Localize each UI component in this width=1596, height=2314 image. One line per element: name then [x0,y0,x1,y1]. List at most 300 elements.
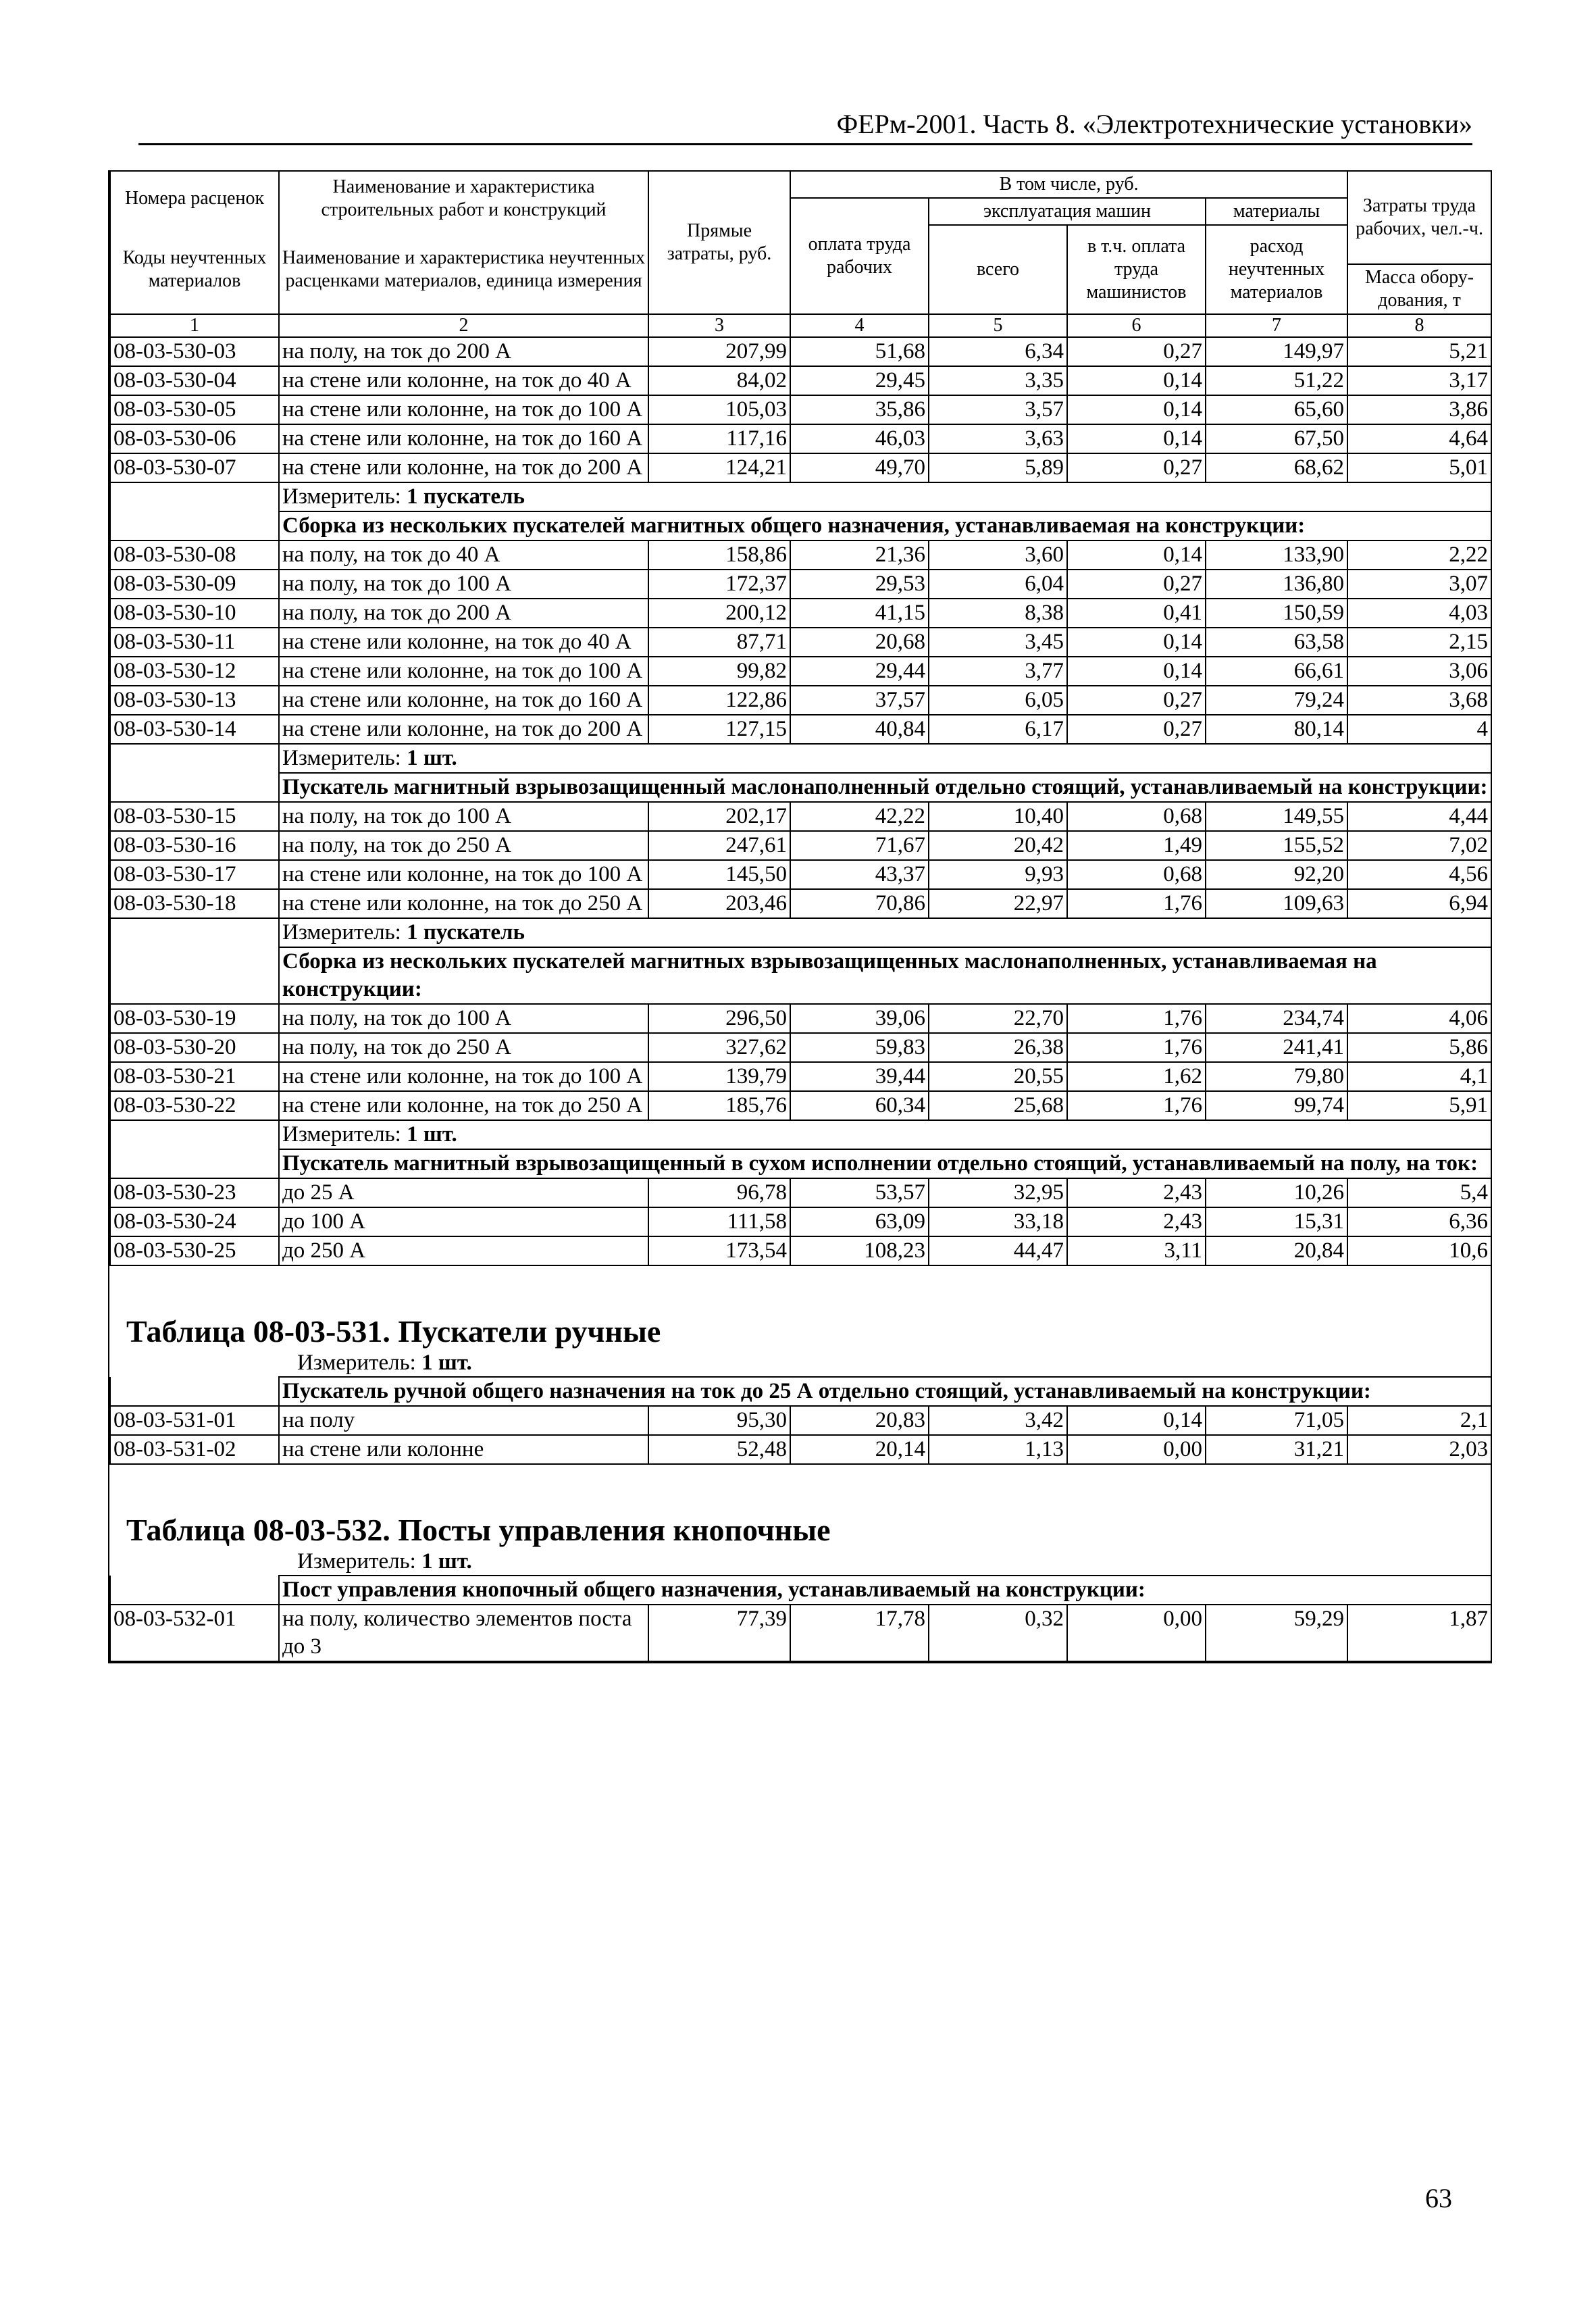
machinists-pay-value: 0,14 [1067,395,1206,424]
header-machine-operation: эксплуатация машин [929,198,1206,225]
page-number: 63 [1425,2183,1452,2213]
labor-value: 3,86 [1347,395,1491,424]
section-heading: Пускатель ручной общего назначения на ток до 25 А отдельно стоящий, устанавливаемый на конструкции: [279,1377,1491,1406]
materials-value: 65,60 [1206,395,1347,424]
rate-code: 08-03-530-07 [110,453,279,482]
column-number: 8 [1347,314,1491,337]
header-workers-pay: оплата труда рабочих [790,198,929,314]
header-equipment-mass: Масса обору-дования, т [1347,264,1491,314]
labor-value: 1,87 [1347,1605,1491,1661]
machinists-pay-value: 0,68 [1067,802,1206,831]
workers-pay-value: 53,57 [790,1178,929,1207]
work-description: на полу, на ток до 200 А [279,337,648,366]
table-row [110,1435,1491,1464]
work-description: до 250 А [279,1236,648,1265]
machine-total-value: 3,42 [929,1406,1067,1435]
meter-value: 1 шт. [407,1122,457,1147]
machinists-pay-value: 0,14 [1067,424,1206,453]
machine-total-value: 22,97 [929,889,1067,918]
workers-pay-value: 29,45 [790,366,929,395]
labor-value: 10,6 [1347,1236,1491,1265]
workers-pay-value: 108,23 [790,1236,929,1265]
labor-value: 3,17 [1347,366,1491,395]
labor-value: 4 [1347,715,1491,744]
machinists-pay-value: 2,43 [1067,1178,1206,1207]
table-row [110,540,1491,570]
direct-costs-value: 296,50 [648,1004,790,1033]
meter-label: Измеритель: [282,484,401,509]
materials-value: 63,58 [1206,628,1347,657]
machine-total-value: 3,63 [929,424,1067,453]
document-body [108,170,1492,1663]
work-description: до 100 А [279,1207,648,1236]
table-532-meter [109,1548,1491,1575]
materials-value: 31,21 [1206,1435,1347,1464]
machinists-pay-value: 0,00 [1067,1435,1206,1464]
rate-code: 08-03-530-22 [110,1091,279,1120]
labor-value: 2,03 [1347,1435,1491,1464]
machine-total-value: 3,35 [929,366,1067,395]
column-number: 4 [790,314,929,337]
workers-pay-value: 29,53 [790,570,929,599]
section-heading-row [110,773,1491,802]
work-description: на полу, на ток до 200 А [279,599,648,628]
column-number: 1 [110,314,279,337]
work-description: на стене или колонне, на ток до 100 А [279,860,648,889]
table-row [110,1004,1491,1033]
meter-label: Измеритель: [282,746,401,770]
section-heading-row [110,1149,1491,1178]
materials-value: 241,41 [1206,1033,1347,1062]
workers-pay-value: 21,36 [790,540,929,570]
meter-row [110,482,1491,511]
table-row [110,337,1491,366]
blank-code-cell [110,773,279,802]
column-number: 2 [279,314,648,337]
machine-total-value: 5,89 [929,453,1067,482]
direct-costs-value: 105,03 [648,395,790,424]
workers-pay-value: 29,44 [790,657,929,686]
materials-value: 149,55 [1206,802,1347,831]
materials-value: 155,52 [1206,831,1347,860]
blank-code-cell [110,482,279,511]
table-body-531 [110,1377,1491,1464]
machinists-pay-value: 1,76 [1067,1091,1206,1120]
rate-code: 08-03-530-18 [110,889,279,918]
header-materials: материалы [1206,198,1347,225]
blank-code-cell [110,1120,279,1149]
rate-code: 08-03-530-04 [110,366,279,395]
machinists-pay-value: 0,00 [1067,1605,1206,1661]
table-row [110,715,1491,744]
meter-cell [279,744,1491,773]
workers-pay-value: 42,22 [790,802,929,831]
table-header [110,171,1491,337]
materials-value: 109,63 [1206,889,1347,918]
workers-pay-value: 51,68 [790,337,929,366]
table-531-meter [109,1349,1491,1376]
machinists-pay-value: 0,68 [1067,860,1206,889]
materials-value: 66,61 [1206,657,1347,686]
workers-pay-value: 17,78 [790,1605,929,1661]
rates-table-532 [109,1575,1492,1662]
meter-label: Измеритель: [297,1351,416,1375]
section-heading: Пускатель магнитный взрывозащищенный в сухом исполнении отдельно стоящий, устанавливаемый на полу, на ток: [279,1149,1491,1178]
column-numbers-row [110,314,1491,337]
table-row [110,1062,1491,1091]
workers-pay-value: 49,70 [790,453,929,482]
machine-total-value: 10,40 [929,802,1067,831]
rate-code: 08-03-530-13 [110,686,279,715]
header-in-that-number: В том числе, руб. [790,171,1347,198]
work-description: на стене или колонне, на ток до 200 А [279,453,648,482]
table-row [110,657,1491,686]
work-description: на полу, на ток до 40 А [279,540,648,570]
direct-costs-value: 111,58 [648,1207,790,1236]
rate-code: 08-03-530-20 [110,1033,279,1062]
direct-costs-value: 247,61 [648,831,790,860]
machine-total-value: 6,17 [929,715,1067,744]
header-material-names: Наименование и характеристика неучтенных расценками материалов, единица измерения [279,225,648,314]
header-rate-numbers: Номера расценок [110,171,279,225]
meter-label: Измеритель: [282,920,401,945]
meter-row [110,744,1491,773]
section-heading-row [110,947,1491,1004]
workers-pay-value: 35,86 [790,395,929,424]
table-row [110,395,1491,424]
column-number: 5 [929,314,1067,337]
meter-cell [279,1120,1491,1149]
table-532-title: Таблица 08-03-532. Посты управления кнопочные [126,1513,831,1547]
direct-costs-value: 200,12 [648,599,790,628]
labor-value: 4,03 [1347,599,1491,628]
workers-pay-value: 70,86 [790,889,929,918]
direct-costs-value: 173,54 [648,1236,790,1265]
machinists-pay-value: 0,27 [1067,686,1206,715]
machine-total-value: 3,60 [929,540,1067,570]
blank-code-cell [110,744,279,773]
table-body-530 [110,337,1491,1265]
work-description: на стене или колонне, на ток до 100 А [279,657,648,686]
machine-total-value: 33,18 [929,1207,1067,1236]
meter-value: 1 пускатель [407,920,525,945]
materials-value: 234,74 [1206,1004,1347,1033]
workers-pay-value: 20,14 [790,1435,929,1464]
direct-costs-value: 96,78 [648,1178,790,1207]
direct-costs-value: 52,48 [648,1435,790,1464]
machine-total-value: 44,47 [929,1236,1067,1265]
machinists-pay-value: 1,76 [1067,889,1206,918]
machinists-pay-value: 0,27 [1067,570,1206,599]
labor-value: 4,44 [1347,802,1491,831]
direct-costs-value: 207,99 [648,337,790,366]
machine-total-value: 3,57 [929,395,1067,424]
machinists-pay-value: 1,76 [1067,1004,1206,1033]
machinists-pay-value: 1,76 [1067,1033,1206,1062]
section-heading-row [110,1377,1491,1406]
table-row [110,570,1491,599]
materials-value: 10,26 [1206,1178,1347,1207]
section-heading: Пускатель магнитный взрывозащищенный маслонаполненный отдельно стоящий, устанавливаемый на конструкции: [279,773,1491,802]
materials-value: 67,50 [1206,424,1347,453]
meter-cell [279,482,1491,511]
rate-code: 08-03-530-17 [110,860,279,889]
direct-costs-value: 139,79 [648,1062,790,1091]
workers-pay-value: 20,68 [790,628,929,657]
rate-code: 08-03-530-25 [110,1236,279,1265]
work-description: до 25 А [279,1178,648,1207]
meter-value: 1 шт. [421,1351,472,1375]
table-row [110,628,1491,657]
table-row [110,1236,1491,1265]
header-machinists-pay: в т.ч. оплата труда машинистов [1067,225,1206,314]
blank-code-cell [110,918,279,947]
machinists-pay-value: 0,27 [1067,715,1206,744]
rate-code: 08-03-530-09 [110,570,279,599]
table-row [110,424,1491,453]
header-machine-total: всего [929,225,1067,314]
rate-code: 08-03-530-10 [110,599,279,628]
table-row [110,1207,1491,1236]
work-description: на стене или колонне, на ток до 100 А [279,395,648,424]
rate-code: 08-03-530-16 [110,831,279,860]
materials-value: 149,97 [1206,337,1347,366]
blank-code-cell [110,947,279,1004]
machine-total-value: 9,93 [929,860,1067,889]
machine-total-value: 6,05 [929,686,1067,715]
machine-total-value: 26,38 [929,1033,1067,1062]
column-number: 7 [1206,314,1347,337]
direct-costs-value: 95,30 [648,1406,790,1435]
machine-total-value: 0,32 [929,1605,1067,1661]
materials-value: 136,80 [1206,570,1347,599]
blank-code-cell [110,511,279,540]
table-row [110,686,1491,715]
rate-code: 08-03-530-19 [110,1004,279,1033]
work-description: на стене или колонне, на ток до 40 А [279,628,648,657]
labor-value: 5,21 [1347,337,1491,366]
machine-total-value: 8,38 [929,599,1067,628]
machine-total-value: 20,42 [929,831,1067,860]
rate-code: 08-03-531-02 [110,1435,279,1464]
work-description: на стене или колонне, на ток до 250 А [279,1091,648,1120]
rate-code: 08-03-530-14 [110,715,279,744]
direct-costs-value: 202,17 [648,802,790,831]
header-work-name: Наименование и характеристика строительных работ и конструкций [279,171,648,225]
header-labor-costs: Затраты труда рабочих, чел.-ч. [1347,171,1491,264]
table-row [110,1091,1491,1120]
labor-value: 4,06 [1347,1004,1491,1033]
rate-code: 08-03-530-11 [110,628,279,657]
table-row [110,1406,1491,1435]
table-row [110,889,1491,918]
labor-value: 5,86 [1347,1033,1491,1062]
table-row [110,453,1491,482]
work-description: на стене или колонне, на ток до 250 А [279,889,648,918]
machinists-pay-value: 3,11 [1067,1236,1206,1265]
running-header: ФЕРм-2001. Часть 8. «Электротехнические установки» [836,109,1472,139]
direct-costs-value: 99,82 [648,657,790,686]
workers-pay-value: 20,83 [790,1406,929,1435]
column-number: 6 [1067,314,1206,337]
direct-costs-value: 122,86 [648,686,790,715]
direct-costs-value: 172,37 [648,570,790,599]
direct-costs-value: 203,46 [648,889,790,918]
meter-value: 1 шт. [421,1549,472,1574]
machine-total-value: 22,70 [929,1004,1067,1033]
work-description: на полу, на ток до 100 А [279,570,648,599]
table-row [110,802,1491,831]
labor-value: 2,1 [1347,1406,1491,1435]
table-row [110,831,1491,860]
meter-row [110,1120,1491,1149]
work-description: на полу, на ток до 250 А [279,1033,648,1062]
labor-value: 2,15 [1347,628,1491,657]
materials-value: 99,74 [1206,1091,1347,1120]
machine-total-value: 1,13 [929,1435,1067,1464]
labor-value: 3,06 [1347,657,1491,686]
workers-pay-value: 63,09 [790,1207,929,1236]
work-description: на полу [279,1406,648,1435]
rates-table-530 [109,170,1492,1266]
work-description: на стене или колонне, на ток до 40 А [279,366,648,395]
meter-value: 1 шт. [407,746,457,770]
direct-costs-value: 327,62 [648,1033,790,1062]
labor-value: 6,94 [1347,889,1491,918]
workers-pay-value: 46,03 [790,424,929,453]
table-body-532 [110,1576,1491,1661]
blank-code-cell [110,1576,279,1605]
table-row [110,366,1491,395]
labor-value: 3,07 [1347,570,1491,599]
section-heading-row [110,511,1491,540]
work-description: на стене или колонне, на ток до 160 А [279,424,648,453]
machinists-pay-value: 0,14 [1067,1406,1206,1435]
rate-code: 08-03-530-21 [110,1062,279,1091]
table-row [110,1033,1491,1062]
machinists-pay-value: 0,14 [1067,628,1206,657]
machinists-pay-value: 0,14 [1067,657,1206,686]
section-heading: Сборка из нескольких пускателей магнитных общего назначения, устанавливаемая на конструкции: [279,511,1491,540]
materials-value: 150,59 [1206,599,1347,628]
machine-total-value: 25,68 [929,1091,1067,1120]
labor-value: 6,36 [1347,1207,1491,1236]
rate-code: 08-03-530-03 [110,337,279,366]
machinists-pay-value: 0,41 [1067,599,1206,628]
section-heading-row [110,1576,1491,1605]
machinists-pay-value: 1,49 [1067,831,1206,860]
meter-label: Измеритель: [297,1549,416,1574]
rate-code: 08-03-530-23 [110,1178,279,1207]
header-rule [138,143,1472,145]
materials-value: 20,84 [1206,1236,1347,1265]
work-description: на полу, на ток до 100 А [279,802,648,831]
workers-pay-value: 43,37 [790,860,929,889]
work-description: на полу, количество элементов поста до 3 [279,1605,648,1661]
workers-pay-value: 39,44 [790,1062,929,1091]
materials-value: 79,80 [1206,1062,1347,1091]
header-material-codes: Коды неучтенных материалов [110,225,279,314]
column-number: 3 [648,314,790,337]
direct-costs-value: 185,76 [648,1091,790,1120]
labor-value: 4,56 [1347,860,1491,889]
materials-value: 80,14 [1206,715,1347,744]
machinists-pay-value: 2,43 [1067,1207,1206,1236]
work-description: на полу, на ток до 250 А [279,831,648,860]
table-row [110,860,1491,889]
materials-value: 15,31 [1206,1207,1347,1236]
machine-total-value: 20,55 [929,1062,1067,1091]
workers-pay-value: 39,06 [790,1004,929,1033]
workers-pay-value: 37,57 [790,686,929,715]
workers-pay-value: 40,84 [790,715,929,744]
materials-value: 51,22 [1206,366,1347,395]
work-description: на стене или колонне, на ток до 160 А [279,686,648,715]
labor-value: 5,4 [1347,1178,1491,1207]
machinists-pay-value: 1,62 [1067,1062,1206,1091]
materials-value: 92,20 [1206,860,1347,889]
work-description: на полу, на ток до 100 А [279,1004,648,1033]
work-description: на стене или колонне, на ток до 100 А [279,1062,648,1091]
direct-costs-value: 158,86 [648,540,790,570]
machinists-pay-value: 0,14 [1067,366,1206,395]
machine-total-value: 3,45 [929,628,1067,657]
labor-value: 3,68 [1347,686,1491,715]
materials-value: 68,62 [1206,453,1347,482]
work-description: на стене или колонне [279,1435,648,1464]
work-description: на стене или колонне, на ток до 200 А [279,715,648,744]
labor-value: 4,1 [1347,1062,1491,1091]
materials-value: 59,29 [1206,1605,1347,1661]
table-531-title: Таблица 08-03-531. Пускатели ручные [126,1314,661,1349]
labor-value: 2,22 [1347,540,1491,570]
table-row [110,1605,1491,1661]
rate-code: 08-03-532-01 [110,1605,279,1661]
labor-value: 7,02 [1347,831,1491,860]
meter-label: Измеритель: [282,1122,401,1147]
direct-costs-value: 87,71 [648,628,790,657]
materials-value: 71,05 [1206,1406,1347,1435]
workers-pay-value: 41,15 [790,599,929,628]
rates-table-531 [109,1376,1492,1465]
direct-costs-value: 84,02 [648,366,790,395]
workers-pay-value: 60,34 [790,1091,929,1120]
section-heading: Сборка из нескольких пускателей магнитных взрывозащищенных маслонаполненных, устанавливаемая на конструкции: [279,947,1491,1004]
section-heading: Пост управления кнопочный общего назначения, устанавливаемый на конструкции: [279,1576,1491,1605]
machinists-pay-value: 0,14 [1067,540,1206,570]
meter-value: 1 пускатель [407,484,525,509]
direct-costs-value: 145,50 [648,860,790,889]
machine-total-value: 3,77 [929,657,1067,686]
rate-code: 08-03-531-01 [110,1406,279,1435]
labor-value: 5,01 [1347,453,1491,482]
machine-total-value: 6,34 [929,337,1067,366]
blank-code-cell [110,1149,279,1178]
rate-code: 08-03-530-24 [110,1207,279,1236]
direct-costs-value: 127,15 [648,715,790,744]
direct-costs-value: 77,39 [648,1605,790,1661]
rate-code: 08-03-530-06 [110,424,279,453]
labor-value: 5,91 [1347,1091,1491,1120]
machine-total-value: 32,95 [929,1178,1067,1207]
rate-code: 08-03-530-08 [110,540,279,570]
table-row [110,599,1491,628]
workers-pay-value: 71,67 [790,831,929,860]
materials-value: 133,90 [1206,540,1347,570]
header-materials-consumption: расход неучтенных материалов [1206,225,1347,314]
meter-cell [279,918,1491,947]
rate-code: 08-03-530-05 [110,395,279,424]
